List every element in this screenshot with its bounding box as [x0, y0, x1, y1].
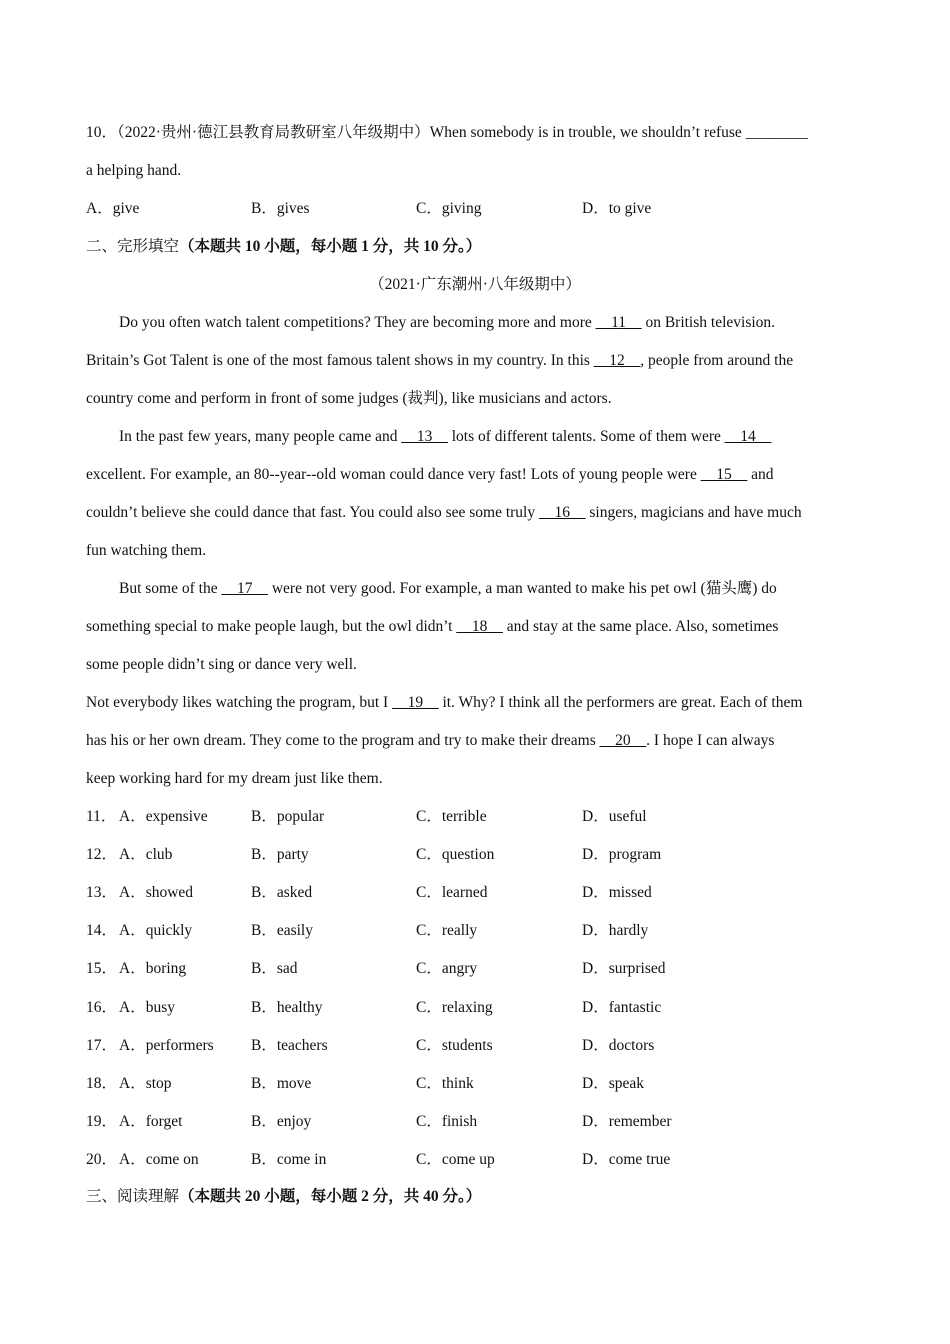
question-number: 17． [86, 1037, 118, 1054]
question-option-b: B．move [251, 1075, 312, 1092]
question-option-d: D．remember [582, 1113, 672, 1130]
question-option-a: A．showed [119, 884, 194, 901]
question-option-b: B．party [251, 846, 309, 863]
question-option-d: D．useful [582, 808, 647, 825]
blank-20: __20__ [599, 732, 647, 749]
question-number: 12． [86, 846, 118, 863]
question-option-d: D．program [582, 846, 662, 863]
question-option-b: B．enjoy [251, 1113, 312, 1130]
section2-note: （本题共 10 小题，每小题 1 分，共 10 分。） [179, 238, 482, 255]
question-option-c: C．finish [416, 1113, 478, 1130]
section3-title: 三、阅读理解 [86, 1188, 180, 1205]
passage-line: excellent. For example, an 80--year--old woman could dance very fast! Lots of young people were __15__ and [86, 466, 774, 483]
question-option-d: D．come true [582, 1151, 671, 1168]
passage-source: （2021·广东潮州·八年级期中） [369, 276, 581, 293]
passage-line: country come and perform in front of some judges (裁判), like musicians and actors. [86, 390, 612, 407]
question-option-a: A．expensive [119, 808, 208, 825]
question-option-c: C．come up [416, 1151, 495, 1168]
question-option-c: C．learned [416, 884, 488, 901]
q10-option-a: A．give [86, 200, 140, 217]
question-number: 16． [86, 999, 118, 1016]
question-number: 15． [86, 960, 118, 977]
blank-17: __17__ [221, 580, 268, 597]
question-option-c: C．students [416, 1037, 493, 1054]
section3-note: （本题共 20 小题，每小题 2 分，共 40 分。） [179, 1188, 482, 1205]
blank-15: __15__ [700, 466, 748, 483]
q10-option-d: D．to give [582, 200, 652, 217]
question-option-b: B．sad [251, 960, 298, 977]
passage-line: In the past few years, many people came and __13__ lots of different talents. Some of them were __14__ [119, 428, 772, 445]
blank-16: __16__ [539, 504, 586, 521]
passage-line: something special to make people laugh, but the owl didn’t __18__ and stay at the same place. Also, sometimes [86, 618, 779, 635]
question-option-a: A．busy [119, 999, 175, 1016]
question-option-d: D．speak [582, 1075, 644, 1092]
question-option-c: C．question [416, 846, 495, 863]
question-option-b: B．asked [251, 884, 313, 901]
question-number: 11． [86, 808, 117, 825]
question-number: 20． [86, 1151, 118, 1168]
question-option-d: D．fantastic [582, 999, 662, 1016]
question-option-b: B．easily [251, 922, 313, 939]
blank-19: __19__ [392, 694, 439, 711]
question-option-b: B．teachers [251, 1037, 328, 1054]
question-option-a: A．forget [119, 1113, 183, 1130]
passage-line: some people didn’t sing or dance very well. [86, 656, 357, 673]
passage-line: fun watching them. [86, 542, 207, 559]
question-option-c: C．relaxing [416, 999, 493, 1016]
question-number: 14． [86, 922, 118, 939]
question-option-d: D．doctors [582, 1037, 655, 1054]
section3-heading [86, 1187, 481, 1207]
blank-14: __14__ [724, 428, 772, 445]
question-option-a: A．stop [119, 1075, 172, 1092]
passage-line: Do you often watch talent competitions? They are becoming more and more __11__ on British television. [119, 314, 776, 331]
blank-18: __18__ [456, 618, 503, 635]
question-option-a: A．club [119, 846, 173, 863]
question-option-b: B．come in [251, 1151, 327, 1168]
passage-line: has his or her own dream. They come to the program and try to make their dreams __20__. I hope I can always [86, 732, 775, 749]
question-option-a: A．performers [119, 1037, 214, 1054]
passage-line: But some of the __17__ were not very good. For example, a man wanted to make his pet owl (猫头鹰) do [119, 580, 777, 597]
question-option-b: B．popular [251, 808, 325, 825]
q10-option-b: B．gives [251, 200, 310, 217]
blank-11: __11__ [595, 314, 642, 331]
q10-stem-line2: a helping hand. [86, 162, 182, 179]
question-option-c: C．really [416, 922, 478, 939]
question-option-a: A．come on [119, 1151, 199, 1168]
question-option-a: A．quickly [119, 922, 193, 939]
section2-title: 二、完形填空 [86, 238, 180, 255]
blank-12: __12__ [593, 352, 641, 369]
passage-line: couldn’t believe she could dance that fast. You could also see some truly __16__ singers, magicians and have much [86, 504, 802, 521]
q10-option-c: C．giving [416, 200, 482, 217]
question-option-d: D．missed [582, 884, 652, 901]
question-option-d: D．surprised [582, 960, 666, 977]
question-option-b: B．healthy [251, 999, 323, 1016]
passage-line: keep working hard for my dream just like them. [86, 770, 383, 787]
question-option-a: A．boring [119, 960, 187, 977]
question-option-c: C．terrible [416, 808, 487, 825]
blank-13: __13__ [401, 428, 448, 445]
passage-line: Britain’s Got Talent is one of the most famous talent shows in my country. In this __12__, people from around the [86, 352, 794, 369]
q10-stem-line1: 10．（2022·贵州·德江县教育局教研室八年级期中）When somebody is in trouble, we shouldn’t refuse ________ [86, 124, 808, 141]
question-option-c: C．think [416, 1075, 474, 1092]
question-number: 19． [86, 1113, 118, 1130]
question-number: 13． [86, 884, 118, 901]
question-option-c: C．angry [416, 960, 478, 977]
passage-line: Not everybody likes watching the program, but I __19__ it. Why? I think all the performers are great. Each of them [86, 694, 803, 711]
question-number: 18． [86, 1075, 118, 1092]
question-option-d: D．hardly [582, 922, 649, 939]
section2-heading [86, 237, 481, 257]
